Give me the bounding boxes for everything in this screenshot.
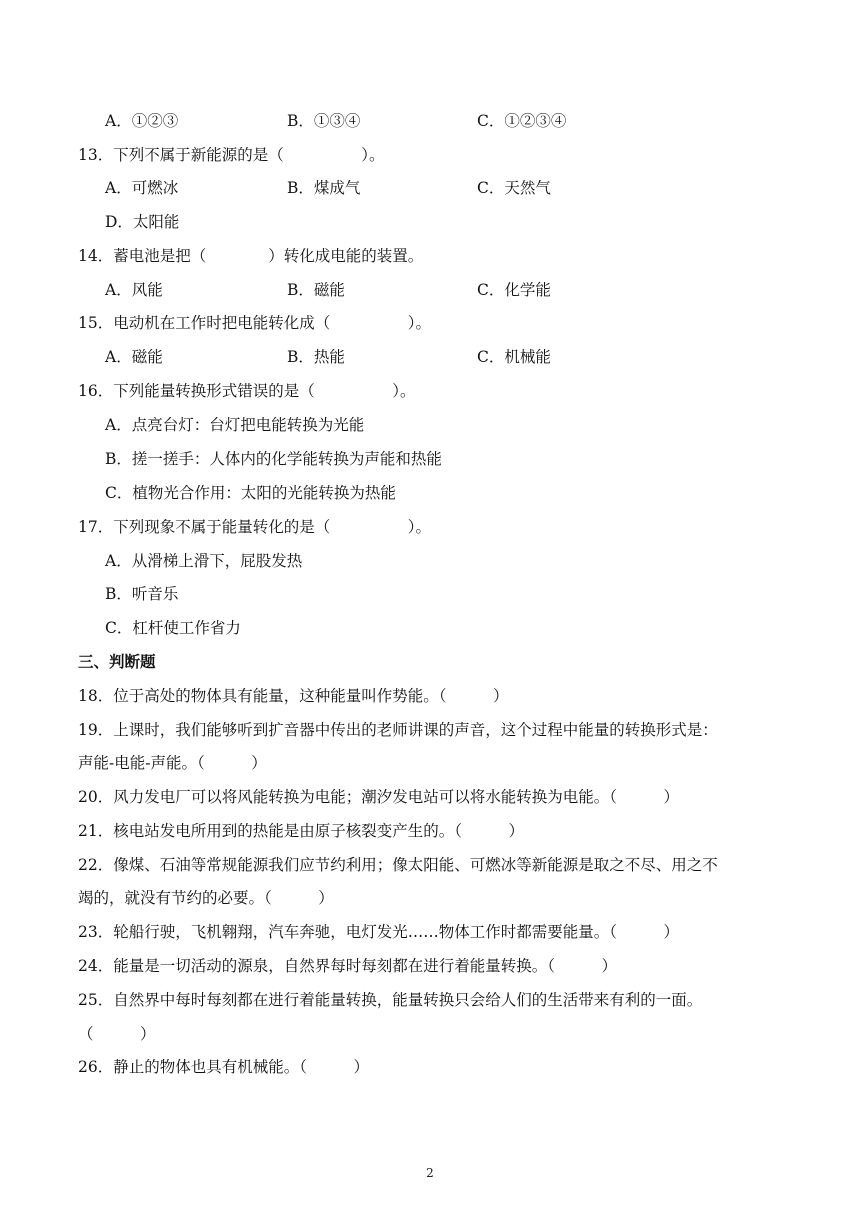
q13-option-d: D．太阳能 — [105, 213, 180, 231]
q13-stem: 13．下列不属于新能源的是（ ）。 — [78, 146, 385, 164]
q19-text-line1: 19．上课时，我们能够听到扩音器中传出的老师讲课的声音，这个过程中能量的转换形式是： — [78, 721, 718, 739]
q12-option-c: C．①②③④ — [477, 112, 567, 130]
q20-text: 20．风力发电厂可以将风能转换为电能；潮汐发电站可以将水能转换为电能。（ ） — [78, 788, 679, 806]
q25-text-line1: 25．自然界中每时每刻都在进行着能量转换，能量转换只会给人们的生活带来有利的一面。 — [78, 991, 703, 1009]
q12-option-b: B．①③④ — [287, 112, 361, 130]
q23-text: 23．轮船行驶，飞机翱翔，汽车奔驰，电灯发光……物体工作时都需要能量。（ ） — [78, 923, 679, 941]
q19-text-line2: 声能-电能-声能。（ ） — [78, 754, 267, 772]
q15-option-b: B．热能 — [287, 348, 345, 366]
q12-option-a: A．①②③ — [105, 112, 179, 130]
section-heading-judgement: 三、判断题 — [78, 653, 156, 671]
q21-text: 21．核电站发电所用到的热能是由原子核裂变产生的。（ ） — [78, 822, 524, 840]
q16-option-a: A．点亮台灯：台灯把电能转换为光能 — [105, 416, 365, 434]
q24-text: 24．能量是一切活动的源泉，自然界每时每刻都在进行着能量转换。（ ） — [78, 957, 617, 975]
q16-stem: 16．下列能量转换形式错误的是（ ）。 — [78, 382, 416, 400]
q16-option-b: B．搓一搓手：人体内的化学能转换为声能和热能 — [105, 450, 442, 468]
q17-option-c: C．杠杆使工作省力 — [105, 619, 241, 637]
q17-option-a: A．从滑梯上滑下，屁股发热 — [105, 552, 303, 570]
q13-option-c: C．天然气 — [477, 179, 551, 197]
q14-option-b: B．磁能 — [287, 281, 345, 299]
page-number: 2 — [426, 1166, 434, 1180]
q22-text-line2: 竭的，就没有节约的必要。（ ） — [78, 889, 334, 907]
q14-option-a: A．风能 — [105, 281, 163, 299]
q17-option-b: B．听音乐 — [105, 585, 179, 603]
q14-stem: 14．蓄电池是把（ ）转化成电能的装置。 — [78, 247, 424, 265]
q26-text: 26．静止的物体也具有机械能。（ ） — [78, 1058, 369, 1076]
q17-stem: 17．下列现象不属于能量转化的是（ ）。 — [78, 518, 431, 536]
q14-option-c: C．化学能 — [477, 281, 551, 299]
q15-option-c: C．机械能 — [477, 348, 551, 366]
q15-stem: 15．电动机在工作时把电能转化成（ ）。 — [78, 314, 431, 332]
q13-option-a: A．可燃冰 — [105, 179, 179, 197]
q25-text-line2: （ ） — [78, 1025, 156, 1043]
q16-option-c: C．植物光合作用：太阳的光能转换为热能 — [105, 484, 396, 502]
q13-option-b: B．煤成气 — [287, 179, 361, 197]
q15-option-a: A．磁能 — [105, 348, 163, 366]
q18-text: 18．位于高处的物体具有能量，这种能量叫作势能。（ ） — [78, 687, 509, 705]
q22-text-line1: 22．像煤、石油等常规能源我们应节约利用；像太阳能、可燃冰等新能源是取之不尽、用之不 — [78, 856, 718, 874]
